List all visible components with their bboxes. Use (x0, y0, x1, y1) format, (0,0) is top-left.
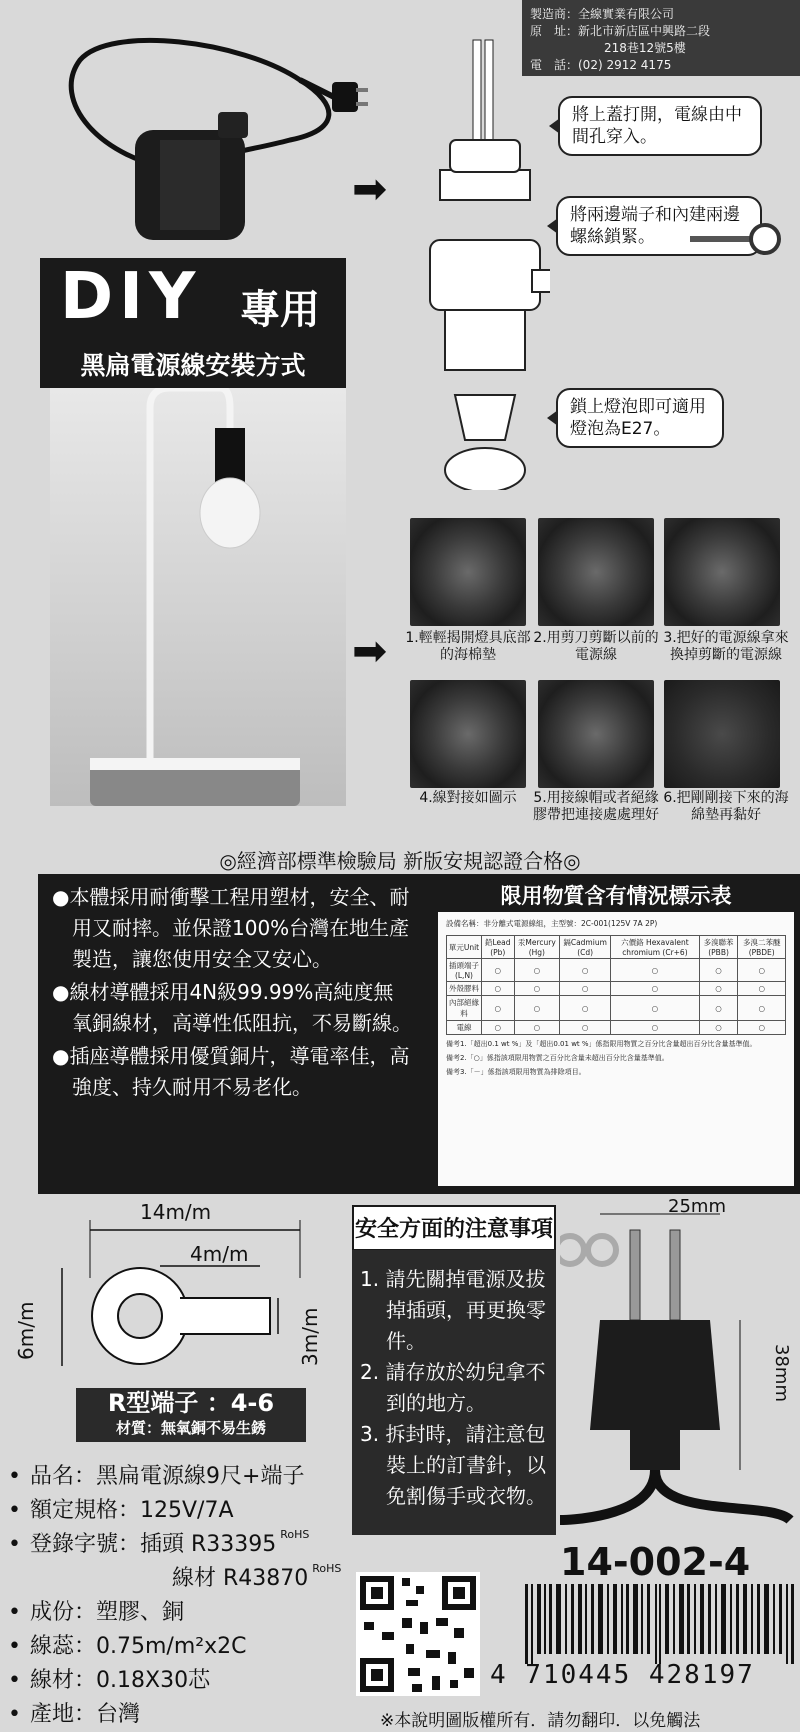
restricted-substances-table (438, 912, 794, 1186)
diy-subtitle: 黑扁電源線安裝方式 (80, 351, 306, 380)
qr-code-image (356, 1572, 480, 1696)
table-row (447, 996, 786, 1021)
table-note: 備考3.「－」係指該項限用物質為排除項目。 (446, 1068, 586, 1076)
step-photo-6 (664, 680, 780, 788)
cell: ○ (611, 959, 700, 982)
cell: ○ (611, 982, 700, 996)
cell: ○ (481, 982, 514, 996)
substance-header: 汞Mercury (Hg) (514, 936, 560, 959)
unit-header: 單元Unit (447, 936, 482, 959)
cell: ○ (481, 959, 514, 982)
desk-lamp-image (50, 388, 346, 806)
step-photo-1 (410, 518, 526, 626)
dim-38mm: 38mm (771, 1344, 792, 1402)
cell: ○ (738, 982, 786, 996)
feature-list (52, 882, 412, 1105)
step-caption-4: 4.線對接如圖示 (419, 790, 517, 806)
substance-header: 鎘Cadmium (Cd) (560, 936, 611, 959)
cell: ○ (699, 982, 738, 996)
safety-notes (352, 1250, 556, 1535)
spec-row: • 品名： 黑扁電源線9尺+端子 (8, 1464, 305, 1489)
feature-item: ●插座導體採用優質銅片，導電率佳，高強度、持久耐用不易老化。 (52, 1044, 410, 1099)
cell: ○ (738, 996, 786, 1021)
step-caption-5: 5.用接線帽或者絕緣膠帶把連接處處理好 (533, 790, 659, 823)
manufacturer-name: 製造商：全線實業有限公司 (530, 7, 675, 21)
diy-banner (40, 258, 346, 388)
row-label: 內部絕緣料 (447, 996, 482, 1021)
diy-title: DIY (60, 260, 202, 334)
spec-row: • 產地： 台灣 (8, 1702, 141, 1727)
cell: ○ (514, 996, 560, 1021)
feature-item: ●本體採用耐衝擊工程用塑材，安全、耐用又耐摔。並保證100%台灣在地生產製造，讓您使用安全又安心。 (52, 885, 410, 971)
cell: ○ (560, 1021, 611, 1035)
cell: ○ (699, 959, 738, 982)
dim-6mm: 6m/m (14, 1301, 38, 1360)
terminal-label-box (76, 1388, 306, 1442)
substance-header: 六價鉻 Hexavalent chromium (Cr+6) (611, 936, 700, 959)
step-photo-4 (410, 680, 526, 788)
manufacturer-address: 原 址：新北市新店區中興路二段 (530, 24, 711, 38)
diy-title-zh: 專用 (240, 287, 320, 333)
step-photo-3 (664, 518, 780, 626)
instruction-bubble-2: 將兩邊端子和內建兩邊螺絲鎖緊。 (556, 196, 762, 256)
safety-item: 2. 請存放於幼兒拿不到的地方。 (360, 1360, 546, 1415)
step-photo-2 (538, 518, 654, 626)
info-panel (38, 874, 800, 1194)
cell: ○ (611, 996, 700, 1021)
instruction-bubble-1: 將上蓋打開，電線由中間孔穿入。 (558, 96, 762, 156)
cell: ○ (611, 1021, 700, 1035)
copyright-notice: ※本說明圖版權所有．請勿翻印．以免觸法 (380, 1711, 701, 1731)
table-note: 備考1.「超出0.1 wt %」及「超出0.01 wt %」係指限用物質之百分比含量超出百分比含量基準值。 (446, 1040, 757, 1048)
cell: ○ (699, 996, 738, 1021)
spec-row: • 登錄字號： 插頭 R33395 RoHS (8, 1528, 341, 1562)
step-caption-2: 2.用剪刀剪斷以前的電源線 (533, 630, 659, 663)
certification-note: ◎經濟部標準檢驗局 新版安規認證合格◎ (219, 849, 581, 873)
arrow-right-icon: ➡ (352, 164, 388, 213)
table-note: 備考2.「○」係指該項限用物質之百分比含量未超出百分比含量基準值。 (446, 1054, 669, 1062)
lamp-photo (50, 388, 346, 806)
terminal-name: R型端子 ：4-6 (107, 1389, 275, 1417)
table-row (447, 959, 786, 982)
dim-4mm: 4m/m (190, 1242, 249, 1266)
step-caption-6: 6.把剛剛接下來的海綿墊再黏好 (663, 790, 789, 823)
restrict-header-line: 設備名稱：非分離式電源線組，主型號：2C-001(125V 7A 2P) (446, 919, 658, 928)
cell: ○ (699, 1021, 738, 1035)
spec-list (8, 1460, 341, 1732)
row-label: 外殼膠料 (447, 982, 482, 996)
cell: ○ (514, 959, 560, 982)
manufacturer-box (522, 0, 800, 76)
cell: ○ (560, 982, 611, 996)
barcode-number: 4 710445 428197 (490, 1660, 755, 1690)
safety-item: 1. 請先關掉電源及拔掉插頭，再更換零件。 (360, 1267, 546, 1353)
manufacturer-phone: 電 話：(02) 2912 4175 (530, 58, 672, 72)
barcode-image (525, 1584, 795, 1664)
substance-table (446, 935, 786, 1035)
spec-row: • 額定規格： 125V/7A (8, 1498, 234, 1523)
rohs-label: RoHS (280, 1528, 310, 1541)
spec-row: • 線材： 0.18X30芯 (8, 1668, 211, 1693)
restricted-substances-title: 限用物質含有情況標示表 (500, 884, 732, 908)
spec-row: 線材 R43870 RoHS (8, 1562, 341, 1596)
spec-row: • 線蕊： 0.75m/m²x2C (8, 1634, 247, 1659)
step-caption-3: 3.把好的電源線拿來換掉剪斷的電源線 (663, 630, 789, 663)
rohs-label: RoHS (312, 1562, 342, 1575)
step-photo-5 (538, 680, 654, 788)
manufacturer-address-2: 218巷12號5樓 (604, 41, 686, 55)
dim-14mm: 14m/m (140, 1200, 212, 1224)
dim-25mm: 25mm (668, 1196, 726, 1217)
ring-terminal-diagram (40, 1198, 340, 1378)
ring-terminal-icon (690, 220, 790, 260)
substance-header: 多溴聯苯 (PBB) (699, 936, 738, 959)
power-cord-socket-image (40, 20, 370, 250)
arrow-right-icon: ➡ (352, 626, 388, 675)
cell: ○ (481, 1021, 514, 1035)
safety-title: 安全方面的注意事項 (352, 1205, 556, 1251)
cell: ○ (738, 1021, 786, 1035)
product-code: 14-002-4 (560, 1540, 751, 1584)
table-row (447, 982, 786, 996)
safety-item: 3. 拆封時，請注意包裝上的訂書針，以免割傷手或衣物。 (360, 1422, 546, 1508)
cell: ○ (738, 959, 786, 982)
socket-assembly-drawing (420, 30, 550, 490)
dim-3mm: 3m/m (298, 1307, 322, 1366)
row-label: 插頭端子(L,N) (447, 959, 482, 982)
spec-row: • 成份： 塑膠、銅 (8, 1600, 185, 1625)
substance-header: 多溴二苯醚 (PBDE) (738, 936, 786, 959)
row-label: 電線 (447, 1021, 482, 1035)
cell: ○ (560, 996, 611, 1021)
cell: ○ (514, 1021, 560, 1035)
table-row (447, 1021, 786, 1035)
terminal-material: 材質：無氧銅不易生銹 (115, 1419, 266, 1437)
cell: ○ (560, 959, 611, 982)
instruction-bubble-3: 鎖上燈泡即可適用燈泡為E27。 (556, 388, 724, 448)
feature-item: ●線材導體採用4N級99.99%高純度無氧銅線材，高導性低阻抗，不易斷線。 (52, 980, 412, 1035)
cell: ○ (514, 982, 560, 996)
step-caption-1: 1.輕輕揭開燈具底部的海棉墊 (405, 630, 531, 663)
substance-header: 鉛Lead (Pb) (481, 936, 514, 959)
plug-terminal-image (560, 1200, 800, 1530)
cell: ○ (481, 996, 514, 1021)
